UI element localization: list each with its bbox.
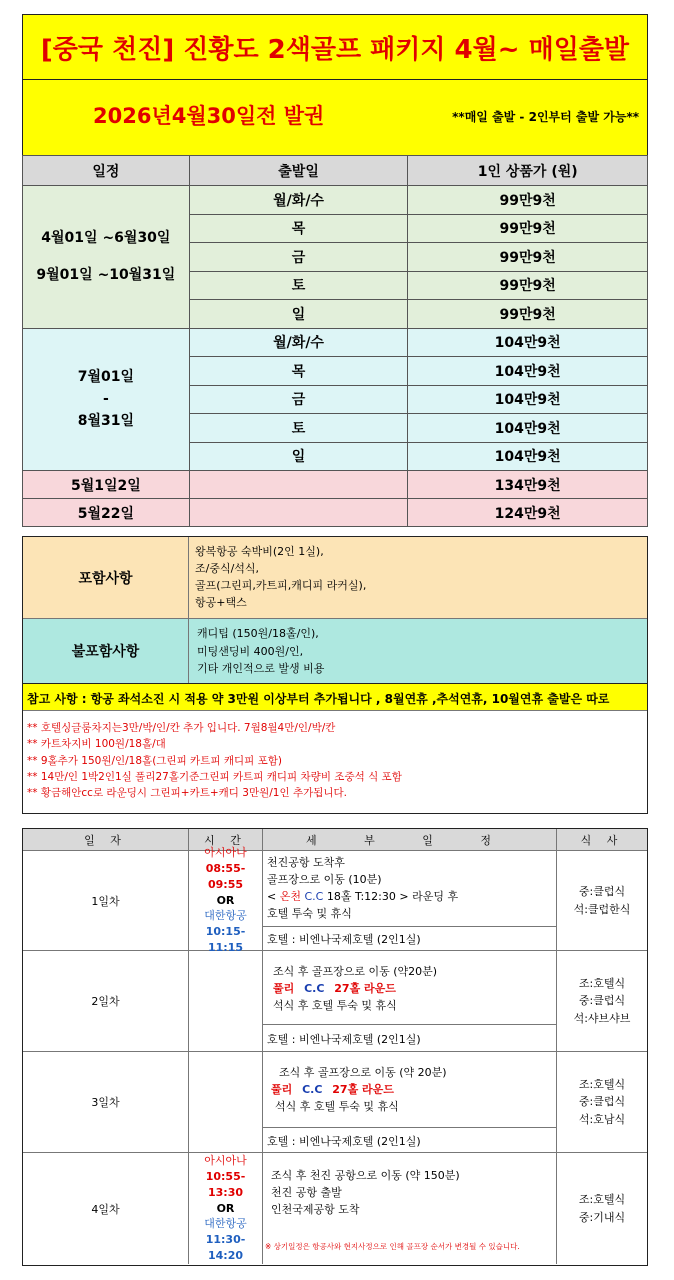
period-line: 4월01일 ~6월30일	[41, 230, 171, 247]
price-value: 99만9천	[408, 271, 648, 300]
airline-asiana: 아시아나	[204, 845, 247, 859]
detail-line: 천진 공항 출발	[271, 1186, 342, 1200]
hotel-info: 호텔 : 비엔나국제호텔 (2인1실)	[263, 1128, 557, 1153]
price-value: 134만9천	[408, 471, 648, 499]
notes-section	[22, 683, 648, 814]
period-line: 9월01일 ~10월31일	[36, 266, 176, 283]
price-value: 99만9천	[408, 243, 648, 272]
detail-line: 골프장으로 이동 (10분)	[267, 873, 382, 887]
flight-time-value: 10:15-11:15	[205, 925, 246, 955]
golf-round: 27홀 라운드	[332, 1083, 394, 1097]
header-schedule: 일정	[23, 156, 190, 186]
detail-line: 조식 후 골프장으로 이동 (약20분)	[273, 965, 438, 978]
detail-line: 호텔 투숙 및 휴식	[267, 907, 352, 921]
included-item: 항공+택스	[195, 596, 247, 610]
inclusion-section	[22, 536, 648, 684]
note-item: ** 호텔싱글룸차지는3만/박/인/칸 추가 입니다. 7월8월4만/인/박/칸	[27, 722, 336, 734]
price-value: 99만9천	[408, 300, 648, 329]
included-label: 포함사항	[23, 537, 189, 619]
period-cell	[23, 328, 190, 471]
excluded-item: 캐디팁 (150원/18홀/인),	[197, 627, 319, 640]
flight-time	[189, 1052, 263, 1153]
meal-item: 중:클럽식	[578, 994, 626, 1008]
header-time: 시 간	[189, 829, 263, 851]
notes-list	[23, 711, 648, 810]
airline-korean-air: 대한항공	[204, 1217, 247, 1231]
price-value: 99만9천	[408, 214, 648, 243]
day-detail	[263, 1153, 557, 1264]
departure-day	[189, 499, 408, 527]
meal-item: 중:기내식	[578, 1210, 626, 1224]
hotel-info: 호텔 : 비엔나국제호텔 (2인1실)	[263, 927, 557, 951]
day-detail	[263, 951, 557, 1025]
departure-day: 목	[189, 357, 408, 386]
price-value: 104만9천	[408, 385, 648, 414]
departure-day	[189, 471, 408, 499]
detail-line: 조식 후 골프장으로 이동 (약 20분)	[279, 1066, 447, 1079]
price-value: 104만9천	[408, 442, 648, 471]
departure-day: 월/화/수	[189, 328, 408, 357]
departure-day: 일	[189, 442, 408, 471]
issue-banner	[22, 80, 648, 156]
meal-item: 중:클럽식	[578, 1095, 626, 1109]
or-label: OR	[216, 893, 235, 907]
departure-day: 토	[189, 271, 408, 300]
meal-item: 중:클럽식	[578, 884, 626, 898]
note-item: ** 황금해안cc로 라운딩시 그린피+카트+캐디 3만원/1인 추가됩니다.	[27, 787, 347, 800]
departure-day: 일	[189, 300, 408, 329]
period-cell: 5월1일2일	[23, 471, 190, 499]
table-row	[23, 328, 648, 357]
detail-line	[271, 1081, 552, 1098]
issue-deadline: 2026년4월30일전 발권	[93, 104, 325, 128]
detail-line: 석식 후 호텔 투숙 및 휴식	[275, 1100, 399, 1114]
meal-item: 조:호텔식	[578, 976, 626, 990]
included-list	[189, 537, 647, 619]
detail-part: 18홀 T:12:30 > 라운딩 후	[323, 890, 459, 904]
departure-day: 목	[189, 214, 408, 243]
airline-korean-air: 대한항공	[204, 909, 247, 923]
flight-time	[189, 1153, 263, 1264]
day-detail	[263, 851, 557, 927]
detail-part: <	[267, 890, 280, 904]
price-value: 104만9천	[408, 328, 648, 357]
day-label: 2일차	[23, 951, 189, 1052]
flight-time-value: 10:55-13:30	[205, 1169, 246, 1199]
meal-item: 조:호텔식	[578, 1077, 626, 1091]
period-line: 8월31일	[77, 413, 135, 430]
golf-course-name: 온천	[279, 890, 301, 904]
excluded-label: 불포함사항	[23, 619, 189, 683]
departure-day: 금	[189, 385, 408, 414]
departure-note: **매일 출발 - 2인부터 출발 가능**	[452, 110, 639, 124]
excluded-item: 미팅샌딩비 400원/인,	[197, 644, 304, 658]
period-cell: 5월22일	[23, 499, 190, 527]
note-item: ** 14만/인 1박2인1실 풀리27홀기준그린피 카트피 캐디피 차량비 조중석 식 포함	[27, 770, 402, 783]
day-label: 1일차	[23, 851, 189, 951]
departure-day: 금	[189, 243, 408, 272]
meal-item: 석:샤브샤브	[573, 1011, 631, 1025]
meal-info	[557, 851, 647, 951]
golf-course-cc: C.C	[304, 890, 324, 904]
header-day: 일 자	[23, 829, 189, 851]
meal-item: 석:클럽한식	[573, 902, 631, 916]
meal-item: 석:호남식	[578, 1112, 626, 1126]
reference-note: 참고 사항 : 항공 좌석소진 시 적용 약 3만원 이상부터 추가됩니다 , 8월연휴 ,추석연휴, 10월연휴 출발은 따로	[23, 684, 648, 711]
included-item: 골프(그린피,카트피,캐디피 라커실),	[195, 579, 367, 593]
note-item: ** 9홀추가 150원/인/18홀(그린피 카트피 캐디피 포함)	[27, 754, 282, 767]
detail-line: 조식 후 천진 공항으로 이동 (약 150분)	[271, 1169, 460, 1182]
price-value: 99만9천	[408, 186, 648, 215]
or-label: OR	[216, 1201, 235, 1215]
excluded-list	[189, 619, 647, 683]
period-line: -	[102, 391, 109, 408]
header-detail: 세 부 일 정	[263, 829, 557, 851]
golf-round: 27홀 라운드	[334, 982, 396, 996]
airline-asiana: 아시아나	[204, 1153, 247, 1167]
included-item: 왕복항공 숙박비(2인 1실),	[195, 545, 324, 558]
itinerary-table	[22, 828, 648, 1266]
schedule-footnote: ※ 상기일정은 항공사와 현지사정으로 인해 골프장 순서가 변경될 수 있습니다.	[265, 1242, 520, 1251]
price-value: 104만9천	[408, 414, 648, 443]
table-row	[23, 471, 648, 499]
detail-line: 석식 후 호텔 투숙 및 휴식	[273, 999, 397, 1013]
day-detail	[263, 1052, 557, 1128]
page-title: [중국 천진] 진황도 2색골프 패키지 4월~ 매일출발	[22, 14, 648, 80]
header-departure-day: 출발일	[189, 156, 408, 186]
hotel-info: 호텔 : 비엔나국제호텔 (2인1실)	[263, 1025, 557, 1052]
detail-line: 천진공항 도착후	[267, 856, 345, 869]
included-item: 조/중식/석식,	[195, 562, 260, 576]
table-row	[23, 186, 648, 215]
departure-day: 토	[189, 414, 408, 443]
table-row	[23, 499, 648, 527]
flight-time	[189, 845, 263, 955]
note-item: ** 카트차지비 100원/18홀/대	[27, 738, 166, 751]
price-table	[22, 155, 648, 527]
golf-course-cc: C.C	[302, 1083, 323, 1097]
flight-time-value: 08:55-09:55	[205, 861, 246, 891]
golf-course-cc: C.C	[304, 982, 325, 996]
price-value: 104만9천	[408, 357, 648, 386]
price-value: 124만9천	[408, 499, 648, 527]
golf-course-name: 풀리	[273, 982, 295, 996]
header-price: 1인 상품가 (원)	[408, 156, 648, 186]
period-line: 7월01일	[77, 368, 135, 385]
day-label: 4일차	[23, 1153, 189, 1264]
price-table-header	[23, 156, 648, 186]
meal-item: 조:호텔식	[578, 1192, 626, 1206]
flight-time	[189, 951, 263, 1052]
detail-line	[267, 888, 552, 905]
detail-line: 인천국제공항 도착	[271, 1203, 360, 1217]
meal-info	[557, 1153, 647, 1264]
meal-info	[557, 1052, 647, 1153]
period-cell	[23, 186, 190, 329]
golf-course-name: 풀리	[271, 1083, 293, 1097]
header-meal: 식 사	[557, 829, 647, 851]
meal-info	[557, 951, 647, 1052]
excluded-item: 기타 개인적으로 발생 비용	[197, 662, 325, 676]
day-label: 3일차	[23, 1052, 189, 1153]
flight-time-value: 11:30-14:20	[205, 1233, 246, 1263]
detail-line	[273, 980, 552, 997]
departure-day: 월/화/수	[189, 186, 408, 215]
